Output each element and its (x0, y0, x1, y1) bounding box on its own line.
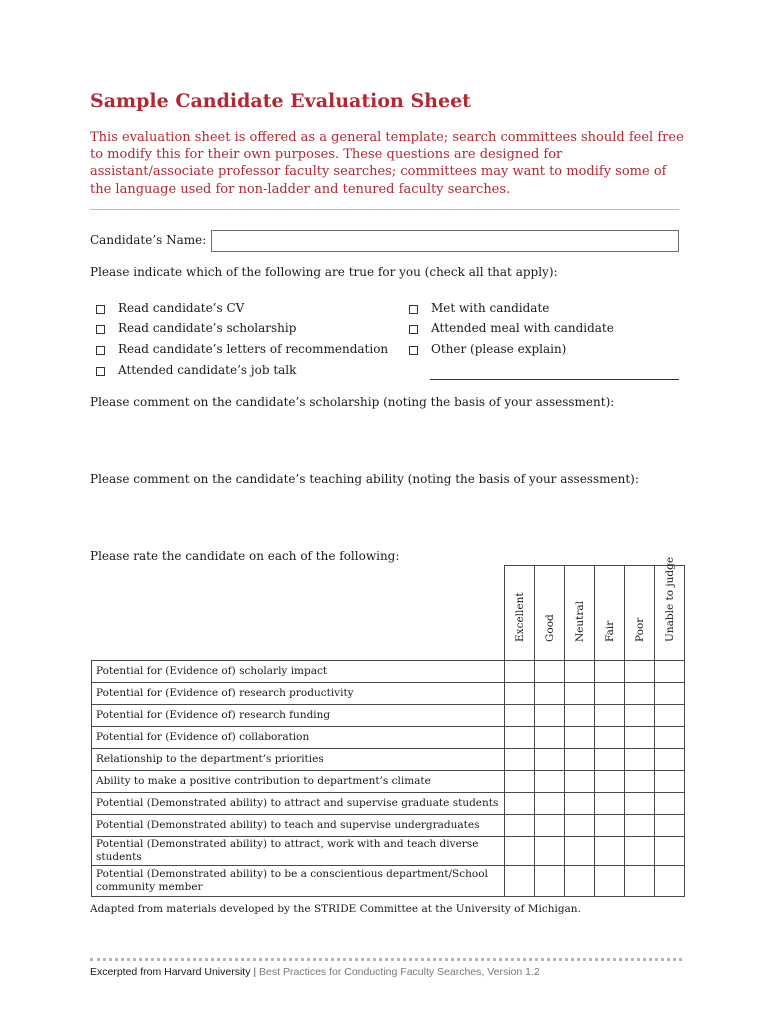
scholarship-comment-area[interactable] (90, 413, 679, 468)
rating-cell[interactable] (595, 727, 625, 749)
rating-cell[interactable] (625, 749, 655, 771)
scale-label: Fair (603, 620, 616, 642)
rating-cell[interactable] (655, 705, 685, 727)
checkbox-icon[interactable] (409, 346, 418, 355)
table-row (92, 727, 685, 749)
rating-cell[interactable] (535, 727, 565, 749)
table-row (92, 866, 685, 897)
rating-cell[interactable] (595, 837, 625, 866)
scale-poor (625, 566, 655, 661)
rating-cell[interactable] (565, 727, 595, 749)
criterion-label: Relationship to the department’s priorities (92, 749, 505, 771)
other-explain-field[interactable] (430, 379, 679, 380)
scale-fair (595, 566, 625, 661)
rating-cell[interactable] (535, 749, 565, 771)
footer-separator: | (253, 966, 257, 978)
rating-cell[interactable] (505, 771, 535, 793)
rating-cell[interactable] (625, 866, 655, 897)
criterion-label: Potential for (Evidence of) collaboration (92, 727, 505, 749)
criterion-label: Potential (Demonstrated ability) to attract, work with and teach diverse students (92, 837, 505, 866)
footer (90, 966, 540, 978)
teaching-comment-area[interactable] (90, 490, 679, 545)
scale-label: Poor (633, 617, 646, 642)
checkbox-label: Attended candidate’s job talk (118, 363, 297, 377)
rating-cell[interactable] (565, 749, 595, 771)
rating-cell[interactable] (655, 749, 685, 771)
rating-cell[interactable] (595, 793, 625, 815)
rating-cell[interactable] (505, 749, 535, 771)
checkbox-label: Attended meal with candidate (431, 321, 614, 335)
candidate-name-label: Candidate’s Name: (90, 233, 207, 247)
criterion-label: Potential for (Evidence of) scholarly impact (92, 661, 505, 683)
scale-label: Unable to judge (663, 556, 676, 642)
checklist-prompt: Please indicate which of the following are true for you (check all that apply): (90, 265, 558, 279)
rating-cell[interactable] (535, 771, 565, 793)
criterion-label: Potential (Demonstrated ability) to attract and supervise graduate students (92, 793, 505, 815)
rating-cell[interactable] (625, 661, 655, 683)
rating-prompt: Please rate the candidate on each of the following: (90, 549, 400, 563)
scale-label: Good (543, 614, 556, 642)
rating-cell[interactable] (625, 683, 655, 705)
footer-source: Excerpted from Harvard University (90, 966, 251, 978)
rating-header-row (92, 566, 685, 661)
checkbox-label: Read candidate’s CV (118, 301, 245, 315)
rating-cell[interactable] (655, 793, 685, 815)
teaching-comment-prompt: Please comment on the candidate’s teaching ability (noting the basis of your assessment): (90, 472, 639, 486)
rating-cell[interactable] (505, 837, 535, 866)
scale-excellent (505, 566, 535, 661)
rating-cell[interactable] (505, 815, 535, 837)
criterion-label: Ability to make a positive contribution to department’s climate (92, 771, 505, 793)
rating-cell[interactable] (655, 661, 685, 683)
header-spacer (92, 566, 505, 661)
rating-cell[interactable] (505, 683, 535, 705)
rating-cell[interactable] (595, 705, 625, 727)
rating-cell[interactable] (505, 793, 535, 815)
rating-cell[interactable] (595, 771, 625, 793)
rating-cell[interactable] (655, 815, 685, 837)
table-row (92, 815, 685, 837)
rating-cell[interactable] (535, 815, 565, 837)
scale-unable-to-judge (655, 556, 685, 661)
scale-good (535, 566, 565, 661)
table-row (92, 661, 685, 683)
rating-cell[interactable] (655, 771, 685, 793)
footer-divider (90, 958, 682, 961)
rating-cell[interactable] (655, 866, 685, 897)
scholarship-comment-prompt: Please comment on the candidate’s scholarship (noting the basis of your assessment): (90, 395, 615, 409)
candidate-name-field[interactable] (211, 230, 679, 252)
rating-cell[interactable] (565, 771, 595, 793)
rating-cell[interactable] (655, 837, 685, 866)
rating-cell[interactable] (565, 793, 595, 815)
rating-cell[interactable] (565, 815, 595, 837)
rating-cell[interactable] (565, 661, 595, 683)
rating-cell[interactable] (595, 749, 625, 771)
rating-cell[interactable] (505, 705, 535, 727)
rating-cell[interactable] (565, 705, 595, 727)
rating-cell[interactable] (625, 815, 655, 837)
checkbox-label: Read candidate’s scholarship (118, 321, 297, 335)
rating-cell[interactable] (655, 683, 685, 705)
checkbox-label: Other (please explain) (431, 342, 567, 356)
criterion-label: Potential for (Evidence of) research funding (92, 705, 505, 727)
checkbox-label: Read candidate’s letters of recommendation (118, 342, 389, 356)
rating-cell[interactable] (625, 705, 655, 727)
scale-label: Neutral (573, 600, 586, 642)
rating-cell[interactable] (625, 793, 655, 815)
table-row (92, 749, 685, 771)
table-row (92, 837, 685, 866)
checkbox-icon[interactable] (409, 305, 418, 314)
checkbox-icon[interactable] (96, 325, 105, 334)
footer-publication: Best Practices for Conducting Faculty Searches, Version 1.2 (259, 966, 540, 978)
rating-cell[interactable] (505, 866, 535, 897)
rating-cell[interactable] (535, 793, 565, 815)
intro-text: This evaluation sheet is offered as a general template; search committees should feel free to modify this for their own purposes. These questions are designed for assistant/associate professor faculty searches; committees may want to modify some of the language used for non-ladder and tenured faculty searches. (90, 130, 684, 197)
rating-cell[interactable] (565, 866, 595, 897)
scale-neutral (565, 566, 595, 661)
rating-cell[interactable] (535, 705, 565, 727)
adapted-note: Adapted from materials developed by the STRIDE Committee at the University of Michigan. (90, 903, 581, 915)
rating-cell[interactable] (625, 727, 655, 749)
divider (90, 209, 679, 210)
criterion-label: Potential (Demonstrated ability) to teach and supervise undergraduates (92, 815, 505, 837)
checkbox-icon[interactable] (96, 346, 105, 355)
page-title: Sample Candidate Evaluation Sheet (90, 90, 471, 112)
rating-cell[interactable] (505, 727, 535, 749)
rating-cell[interactable] (655, 727, 685, 749)
rating-table (91, 556, 685, 897)
criterion-label: Potential for (Evidence of) research productivity (92, 683, 505, 705)
rating-cell[interactable] (535, 683, 565, 705)
rating-cell[interactable] (595, 866, 625, 897)
rating-cell[interactable] (565, 837, 595, 866)
checkbox-icon[interactable] (96, 305, 105, 314)
table-row (92, 705, 685, 727)
table-row (92, 683, 685, 705)
table-row (92, 771, 685, 793)
checkbox-label: Met with candidate (431, 301, 550, 315)
criterion-label: Potential (Demonstrated ability) to be a conscientious department/School community member (92, 866, 505, 897)
scale-label: Excellent (513, 592, 526, 642)
checkbox-icon[interactable] (96, 367, 105, 376)
rating-cell[interactable] (625, 837, 655, 866)
rating-cell[interactable] (535, 866, 565, 897)
table-row (92, 793, 685, 815)
rating-cell[interactable] (595, 683, 625, 705)
rating-cell[interactable] (535, 661, 565, 683)
rating-cell[interactable] (625, 771, 655, 793)
rating-cell[interactable] (535, 837, 565, 866)
checkbox-icon[interactable] (409, 325, 418, 334)
rating-cell[interactable] (595, 815, 625, 837)
rating-cell[interactable] (505, 661, 535, 683)
rating-cell[interactable] (595, 661, 625, 683)
rating-cell[interactable] (565, 683, 595, 705)
